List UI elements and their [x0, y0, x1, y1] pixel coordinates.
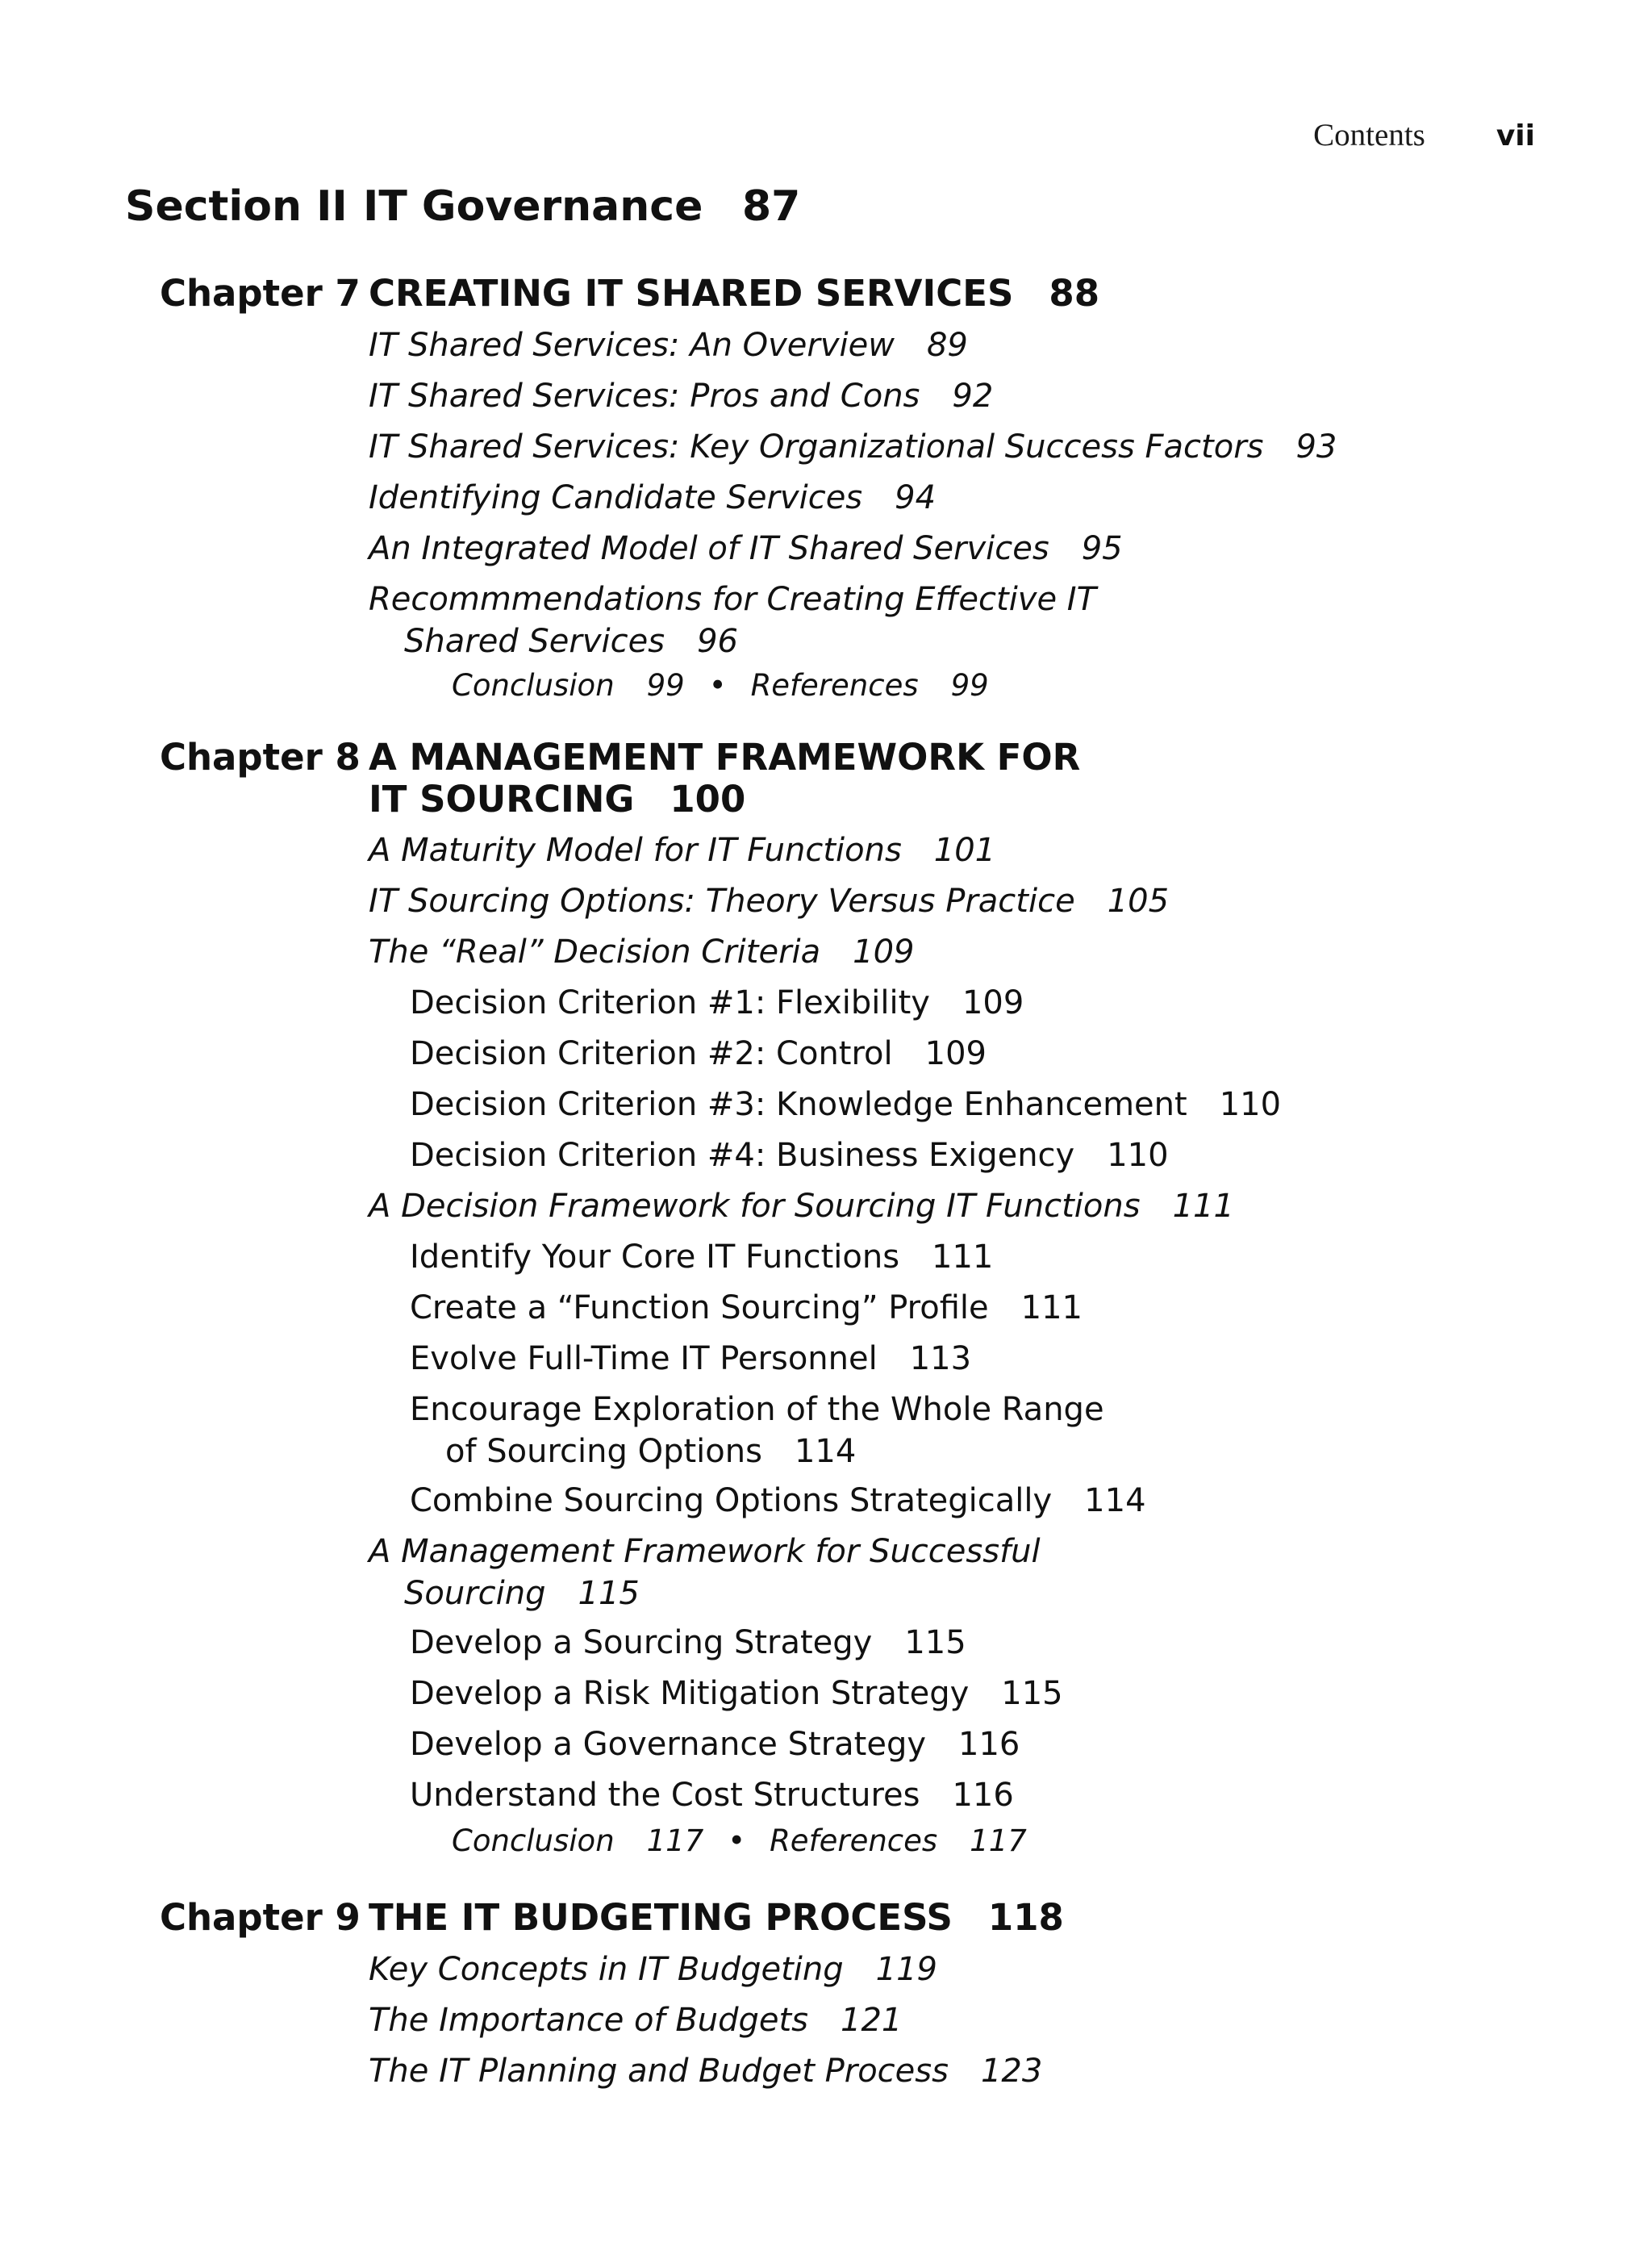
- toc-entry: IT Shared Services: Key Organizational Success Factors 93: [369, 428, 1337, 466]
- toc-entry: An Integrated Model of IT Shared Services 95: [369, 530, 1123, 567]
- running-head: Contents: [1313, 118, 1425, 152]
- section-title: IT Governance: [363, 182, 703, 231]
- toc-subentry: Develop a Governance Strategy 116: [410, 1726, 1020, 1763]
- toc-entry: Key Concepts in IT Budgeting 119: [369, 1951, 937, 1988]
- toc-subentry: Evolve Full-Time IT Personnel 113: [410, 1340, 972, 1377]
- toc-entry: The Importance of Budgets 121: [369, 2002, 903, 2039]
- chapter-title-line: CREATING IT SHARED SERVICES: [369, 272, 1014, 315]
- toc-subentry: Develop a Risk Mitigation Strategy 115: [410, 1675, 1063, 1712]
- toc-subentry: Decision Criterion #2: Control 109: [410, 1035, 987, 1072]
- chapter-title: [369, 1897, 1064, 1939]
- toc-entry: Identifying Candidate Services 94: [369, 479, 937, 516]
- chapter-title-line: A MANAGEMENT FRAMEWORK FOR: [369, 736, 1081, 779]
- toc-entry: The “Real” Decision Criteria 109: [369, 934, 915, 971]
- page-header: [1313, 117, 1535, 153]
- toc-entry: The IT Planning and Budget Process 123: [369, 2053, 1043, 2090]
- toc-entry: IT Shared Services: An Overview 89: [369, 327, 968, 364]
- chapter-title-line: THE IT BUDGETING PROCESS: [369, 1896, 953, 1939]
- toc-subentry: Decision Criterion #1: Flexibility 109: [410, 984, 1024, 1021]
- toc-subentry: Create a “Function Sourcing” Profile 111: [410, 1289, 1083, 1326]
- toc-entry: A Management Framework for Successful Sourcing 115: [369, 1533, 1041, 1612]
- chapter-title-line: IT SOURCING: [369, 778, 635, 821]
- toc-entry: Recommmendations for Creating Effective IT Shared Services 96: [369, 581, 1097, 660]
- section-page: 87: [742, 182, 801, 231]
- toc-subentry: Encourage Exploration of the Whole Range of Sourcing Options 114: [410, 1391, 1104, 1470]
- chapter-page: 100: [670, 778, 746, 821]
- chapter-title: [369, 273, 1099, 315]
- chapter-title: [369, 737, 1080, 821]
- chapter-page: 88: [1049, 272, 1100, 315]
- toc-subentry: Identify Your Core IT Functions 111: [410, 1238, 994, 1276]
- section-label: Section II: [125, 182, 348, 231]
- section-heading: [125, 182, 801, 231]
- chapter-label: Chapter 8: [160, 736, 361, 779]
- toc-subentry: Decision Criterion #4: Business Exigency 110: [410, 1137, 1169, 1174]
- toc-entry: A Maturity Model for IT Functions 101: [369, 832, 996, 869]
- toc-subentry: Decision Criterion #3: Knowledge Enhancement 110: [410, 1086, 1282, 1123]
- toc-entry: A Decision Framework for Sourcing IT Functions 111: [369, 1188, 1234, 1225]
- chapter-label: Chapter 7: [160, 272, 361, 315]
- page-number: vii: [1496, 119, 1535, 152]
- toc-subentry: Develop a Sourcing Strategy 115: [410, 1624, 966, 1661]
- chapter-endmatter: Conclusion 117 • References 117: [452, 1823, 1027, 1858]
- toc-subentry: Combine Sourcing Options Strategically 114: [410, 1482, 1146, 1519]
- toc-entry: IT Shared Services: Pros and Cons 92: [369, 378, 994, 415]
- toc-entry: IT Sourcing Options: Theory Versus Practice 105: [369, 883, 1170, 920]
- chapter-label: Chapter 9: [160, 1896, 361, 1939]
- chapter-endmatter: Conclusion 99 • References 99: [452, 668, 989, 703]
- toc-subentry: Understand the Cost Structures 116: [410, 1777, 1014, 1814]
- chapter-page: 118: [987, 1896, 1064, 1939]
